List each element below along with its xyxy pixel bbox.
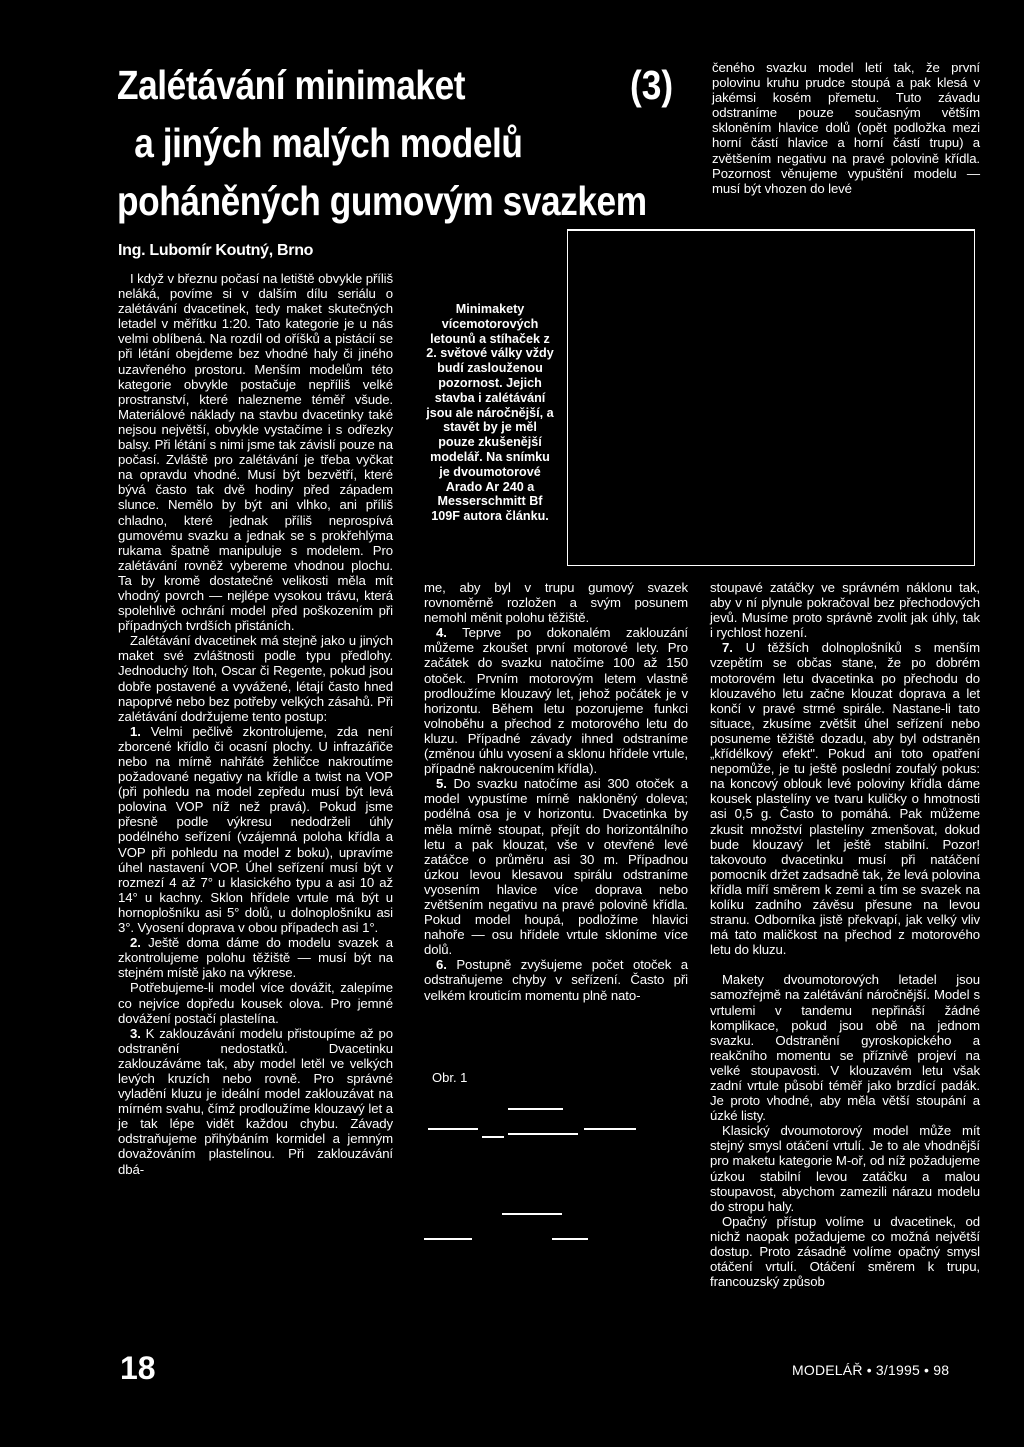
figure-line (552, 1238, 588, 1240)
step-7-text: U těžších dolnoplošníků s menším vzepětím se občas stane, že po dobrém motorovém letu dvacetinka po přechodu do klouzavého letu začne klouzat doprava a let končí v pravé strmé spirále. Nastane-li tato situace, zkusíme zvětšit úhel seřízení nebo posuneme těžiště dozadu, aby byl odstraněn „křídélkový efekt". Pokud ani toto opatření nepomůže, je tu ještě poslední zoufalý pokus: na koncový oblouk levé poloviny křídla dáme kousek plastelíny ve tvaru kuličky o hmotnosti asi 0,5 g. Často to pomáhá. Pak můžeme zkusit množství plastelíny zmenšovat, dokud bude klouzavý let ještě stabilní. Pozor! takovouto dvacetinku musí při natáčení pomocník držet zadsadně tak, že levá polovina křídla míří směrem k zemi a tím se svazek na kolíku zadního závěsu přesune na levou stranu. Odborníka jistě překvapí, jak velký vliv má tato maličkost na přechod z motorového letu do kluzu. (710, 640, 980, 958)
photo-frame (567, 230, 975, 566)
series-number: (3) (630, 62, 674, 108)
page-number: 18 (120, 1350, 156, 1386)
step-number-3: 3. (130, 1025, 141, 1041)
step-1-text: Velmi pečlivě zkontrolujeme, zda není zborcené křídlo či ocasní plochy. U infrazářiče nebo na mírně nahřáté žehličce nakroutíme požadované negativy na křídle a twist na VOP (při pohledu na model zepředu musí být levá polovina VOP níž než pravá). Pokud jsme přesně podle výkresu nedodrželi úhly podélného seřízení (vzájemná poloha křídla a VOP při pohledu na model z boku), upravíme úhel nastavení VOP. Úhel seřízení musí být v rozmezí 4 až 7° u klasického typu a asi 10 až 14° u kachny. Sklon hřídele vrtule má být u hornoplošníku asi 5° dolů, u dolnoplošníku asi 3°. Vyosení doprava v obou případech asi 1°. (118, 723, 393, 936)
step-number-6: 6. (436, 957, 447, 973)
photo-frame-top-rule (567, 229, 975, 230)
author-line: Ing. Lubomír Koutný, Brno (118, 242, 314, 259)
left-column (118, 271, 393, 1177)
title-line-1: Zalétávání minimaket (117, 62, 466, 108)
figure-line (584, 1128, 636, 1130)
step-3-text: K zaklouzávání modelu přistoupíme až po odstranění nedostatků. Dvacetinku zaklouzáváme tak, aby model letěl ve velkých levých kruzích nebo rovně. Pro správné vyladění kluzu je ideální model zaklouzávat na mírném svahu, čímž prodloužíme klouzavý let a je tak lépe vidět každou chybu. Závady odstraňujeme přihýbáním kormidel a jemným dovažováním plastelínou. Při zaklouzávání dbá- (118, 1025, 393, 1177)
title-line-3: poháněných gumovým svazkem (117, 178, 647, 224)
title-line-2: a jiných malých modelů (134, 120, 523, 166)
right-column (710, 580, 980, 1289)
left-paragraph-weights: Potřebujeme-li model více dovážit, zalepíme co nejvíce dopředu kousek olova. Pro jemné dovážení postačí plastelína. (118, 980, 393, 1026)
right-paragraph-opposite: Opačný přístup volíme u dvacetinek, od nichž naopak požadujeme co možná největší dostup. Proto zásadně volíme opačný smysl otáčení vrtulí. Otáčení směrem k trupu, francouzský způsob (710, 1213, 980, 1290)
middle-paragraph-cont: me, aby byl v trupu gumový svazek rovnoměrně rozložen a svým posunem nemohl měnit polohu těžiště. (424, 580, 688, 626)
right-paragraph-twin: Makety dvoumotorových letadel jsou samozřejmě na zalétávání náročnější. Model s vrtulemi v tandemu nepřináší žádné komplikace, pokud jsou obě na jednom svazku. Odstranění gyroskopického a reakčního momentu se příznivě projeví na velké stoupavosti. V klouzavém letu však zadní vrtule působí téměř jako brzdící padák. Je proto vhodné, aby měla větší stoupání a úzké listy. (710, 972, 980, 1124)
left-paragraph-intro: I když v březnu počasí na letiště obvykle příliš neláká, povíme si v dalším dílu seriálu o zalétávání dvacetinek, tedy maket skutečných letadel v měřítku 1:20. Tato kategorie je u nás velmi oblíbená. Na rozdíl od oříšků a pistácií se při létání obejdeme bez vhodné haly či jiného uzavřeného prostoru. Menším modelům této kategorie obvykle postačuje nepříliš velké prostranství, které nalezneme téměř všude. Materiálové náklady na stavbu dvacetinky také nejsou největší, obvykle vystačíme i s odřezky balsy. Při létání s nimi jsme tak závislí pouze na počasí. Zvláště pro zalétávání je třeba vyčkat na opravdu vhodné. Musí být bezvětří, které bývá často tak dvě hodiny před západem slunce. Nemělo by být ani vlhko, ani příliš chladno, které jednak příliš neprospívá gumovému svazku a jednak se s prokřehlýma rukama špatně manipuluje s modelem. Pro zalétávání rovněž vybereme vhodnou plochu. Ta by kromě dostatečné velikosti měla mít vhodný povrch — nejlépe vysokou trávu, která spolehlivě ochrání model před poškozením při případných tvrdších přistáních. (118, 271, 393, 634)
right-paragraph-classic: Klasický dvoumotorový model může mít stejný smysl otáčení vrtulí. Je to ale vhodnější pro maketu kategorie M-oř, od níž požadujeme úzkou stabilní levou zatáčku a malou stoupavost, abychom zamezili nárazu modelu do stropu haly. (710, 1123, 980, 1214)
figure-label: Obr. 1 (432, 1070, 468, 1085)
photo-caption: Minimakety vícemotorových letounů a stíhaček z 2. světové války vždy budí zaslouženou pozornost. Jejich stavba i zalétávání jsou ale náročnější, a stavět by je měl pouze zkušenější modelář. Na snímku je dvoumotorové Arado Ar 240 a Messerschmitt Bf 109F autora článku. (426, 302, 554, 524)
figure-line (508, 1108, 563, 1110)
step-number-5: 5. (436, 776, 447, 792)
step-4-text: Teprve po dokonalém zaklouzání můžeme zkoušet první motorové lety. Pro začátek do svazku natočíme 100 až 150 otoček. Prvním motorovým letem vlastně prodloužíme klouzavý let, jehož počátek je v horizontu. Během letu pozorujeme funkci volnoběhu a přechod z motorového letu do kluzu. Případné závady ihned odstraníme (změnou úhlu vyosení a sklonu hřídele vrtule, případně nakroucením křídla). (424, 625, 688, 777)
step-6-text: Postupně zvyšujeme počet otoček a odstraňujeme chyby v seřízení. Často při velkém krouticím momentu plně nato- (424, 957, 688, 1003)
figure-line (482, 1136, 504, 1138)
right-top-paragraph: čeného svazku model letí tak, že první polovinu kruhu prudce stoupá a pak klesá v jakémsi kosém přemetu. Tuto závadu odstraníme pouze současným větším skloněním hlavice dolů (opět podložka mezi horní částí hlavice a horní částí trupu) a zvětšením negativu na pravé polovině křídla. Pozornost věnujeme vypuštění modelu — musí být vhozen do levé (712, 60, 980, 196)
step-number-2: 2. (130, 935, 141, 951)
step-5-text: Do svazku natočíme asi 300 otoček a model vypustíme mírně nakloněný doleva; podélná osa je v horizontu. Dvacetinka by měla mírně stoupat, přejít do horizontálního letu a pak klouzat, vše v otevřené levé zatáčce o průměru asi 30 m. Případnou úzkou levou klesavou spirálu odstraníme vyosením hlavice více doprava nebo zvětšením negativu na pravé polovině křídla. Pokud model houpá, podložíme hlavici nahoře — osu hřídele vrtule skloníme více dolů. (424, 776, 688, 958)
step-2-text: Ještě doma dáme do modelu svazek a zkontrolujeme polohu těžiště — musí být na stejném místě jako na výkrese. (118, 935, 393, 981)
magazine-footer: MODELÁŘ • 3/1995 • 98 (792, 1362, 950, 1378)
right-paragraph-cont: stoupavé zatáčky ve správném náklonu tak, aby v ní plynule pokračoval bez přechodových jevů. Musíme proto správně zvolit jak úhly, tak i rychlost hození. (710, 580, 980, 641)
step-number-1: 1. (130, 723, 141, 739)
figure-line (508, 1133, 578, 1135)
figure-line (428, 1128, 478, 1130)
step-number-4: 4. (436, 625, 447, 641)
figure-line (424, 1238, 472, 1240)
middle-column (424, 580, 688, 1003)
right-column-top (712, 60, 980, 196)
left-paragraph-2: Zalétávání dvacetinek má stejně jako u jiných maket své zvláštnosti podle typu předlohy. Jednoduchý Itoh, Oscar či Regente, pokud jsou dobře postavené a vyvážené, létají často hned napoprvé nebo bez potřeby velkých zásahů. Při zalétávání dodržujeme tento postup: (118, 633, 393, 724)
article-title (117, 56, 647, 230)
step-number-7: 7. (722, 640, 733, 656)
figure-line (502, 1213, 562, 1215)
